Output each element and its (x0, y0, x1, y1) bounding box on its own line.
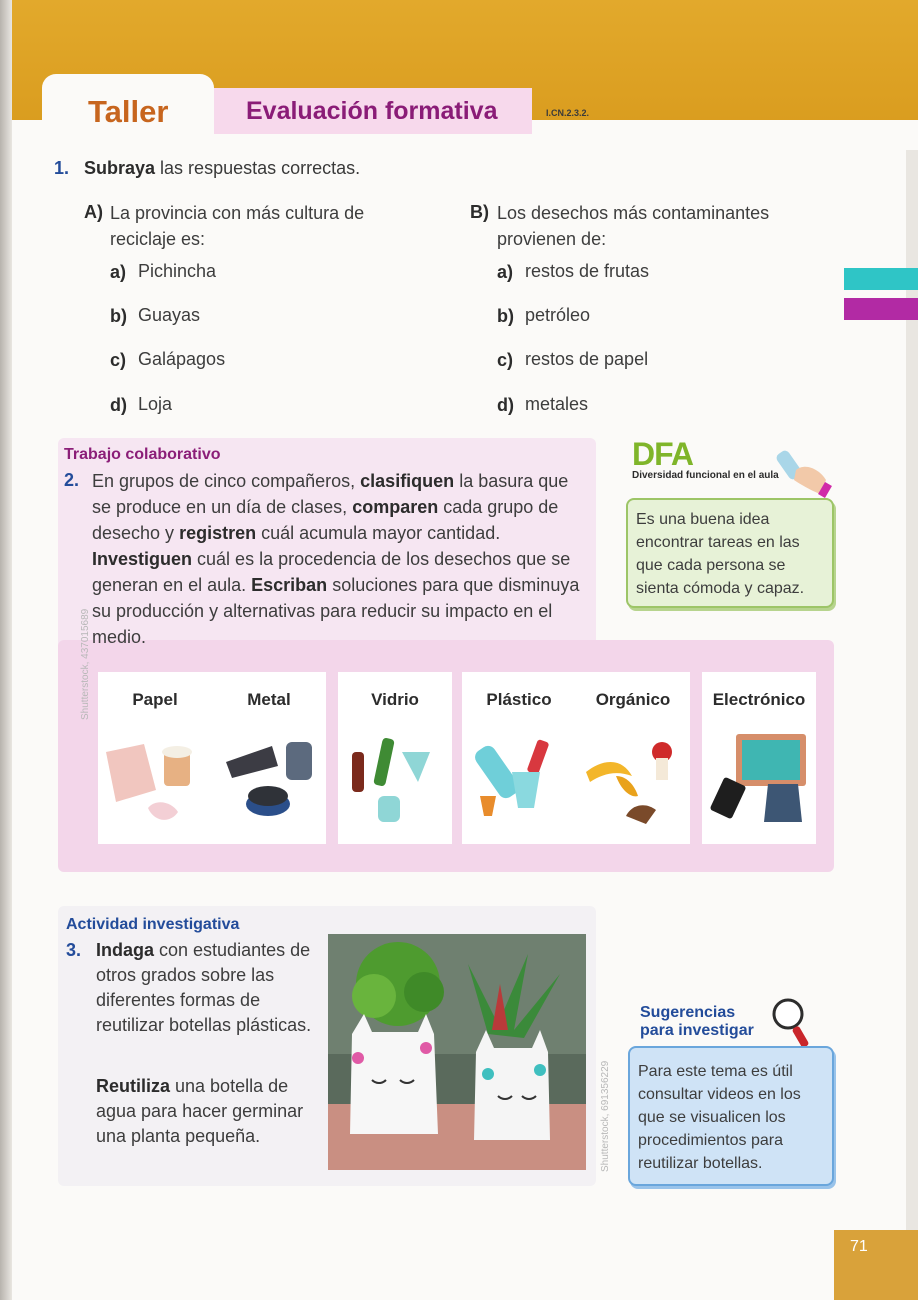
section-title: Evaluación formativa (246, 97, 498, 125)
dfa-text: Es una buena idea encontrar tareas en las que cada persona se sienta cómoda y capaz. (636, 511, 805, 597)
option-a-b-label: b) (110, 306, 127, 326)
question-3-number: 3. (66, 940, 82, 960)
section-title-banner (214, 88, 532, 134)
question-3-text: Indaga con estudiantes de otros grados sobre las diferentes formas de reutilizar botellas plásticas. (96, 940, 312, 1035)
page-binding-shadow (0, 0, 12, 1300)
question-a-line1: La provincia con más cultura de (110, 203, 365, 223)
option-a-a-label: a) (110, 262, 127, 282)
recycled-bottle-planters-photo (328, 934, 586, 1170)
dfa-box (626, 498, 834, 608)
waste-cell-organic (576, 672, 690, 844)
option-b-a-text[interactable]: restos de frutas (525, 261, 650, 281)
question-b-line1: Los desechos más contaminantes (497, 203, 770, 223)
question-a-line2: reciclaje es: (110, 229, 206, 249)
question-3-task: Reutiliza una botella de agua para hacer germinar una planta pequeña. (96, 1076, 304, 1146)
waste-cell-electronic (702, 672, 816, 844)
option-a-b-text[interactable]: Guayas (138, 305, 201, 325)
organic-waste-icon (576, 732, 690, 842)
paper-waste-icon (98, 732, 212, 842)
option-b-b-label: b) (497, 306, 514, 326)
waste-header-electronic: Electrónico (712, 690, 806, 709)
waste-cell-paper (98, 672, 212, 844)
option-a-d-text[interactable]: Loja (138, 394, 173, 414)
waste-header-glass: Vidrio (371, 690, 419, 709)
waste-header-plastic: Plástico (486, 690, 552, 709)
option-a-c-label: c) (110, 350, 127, 370)
suggestions-text: Para este tema es útil consultar videos en los que se visualicen los procedimientos para reutilizar botellas. (638, 1063, 801, 1172)
image-credit: Shutterstock, 437015689 (80, 608, 91, 720)
waste-header-metal: Metal (247, 690, 291, 709)
waste-cell-metal (212, 672, 326, 844)
page-number: 71 (850, 1238, 868, 1255)
taller-label: Taller (88, 94, 169, 129)
activity-title: Actividad investigativa (66, 916, 240, 933)
option-b-c-label: c) (497, 350, 514, 370)
suggestions-box (628, 1046, 834, 1186)
plastic-waste-icon (462, 732, 576, 842)
metal-waste-icon (212, 732, 326, 842)
option-b-b-text[interactable]: petróleo (525, 305, 591, 325)
option-a-d-label: d) (110, 395, 127, 415)
question-1-instruction: Subraya las respuestas correctas. (84, 158, 361, 178)
question-2-number: 2. (64, 470, 80, 490)
photo-credit: Shutterstock, 691356229 (600, 1060, 611, 1172)
page-number-tab (834, 1230, 918, 1300)
question-1-number: 1. (54, 158, 70, 178)
waste-header-paper: Papel (132, 690, 178, 709)
waste-cell-plastic (462, 672, 576, 844)
hand-bottle-icon (776, 440, 834, 502)
option-b-c-text[interactable]: restos de papel (525, 349, 649, 369)
waste-cell-glass (338, 672, 452, 844)
side-tab-cyan (844, 268, 918, 290)
question-b-label: B) (470, 202, 489, 222)
question-b-line2: provienen de: (497, 229, 607, 249)
waste-header-organic: Orgánico (595, 690, 671, 709)
glass-waste-icon (338, 732, 452, 842)
electronic-waste-icon (702, 732, 828, 842)
side-tab-magenta (844, 298, 918, 320)
option-b-d-label: d) (497, 395, 514, 415)
page-edge (906, 150, 918, 1300)
question-2-text: En grupos de cinco compañeros, clasifiquen la basura que se produce en un día de clases, comparen cada grupo de desecho y registren cuál acumula mayor cantidad. Investiguen cuál es la procedencia de los desechos que se generan en el aula. Escriban soluciones para que disminuya su producción y alternativas para reducir su impacto en el medio. (92, 471, 580, 647)
suggestions-title: Sugerencias para investigar (640, 1004, 754, 1039)
curriculum-code: I.CN.2.3.2. (546, 108, 590, 118)
magnifier-icon (770, 996, 814, 1052)
dfa-title: DFA (632, 436, 693, 472)
question-a-label: A) (84, 202, 103, 222)
collab-title: Trabajo colaborativo (64, 446, 221, 463)
option-a-a-text[interactable]: Pichincha (138, 261, 217, 281)
option-b-a-label: a) (497, 262, 514, 282)
dfa-subtitle: Diversidad funcional en el aula (632, 470, 779, 481)
taller-tab (42, 74, 214, 140)
option-b-d-text[interactable]: metales (525, 394, 589, 414)
option-a-c-text[interactable]: Galápagos (138, 349, 226, 369)
